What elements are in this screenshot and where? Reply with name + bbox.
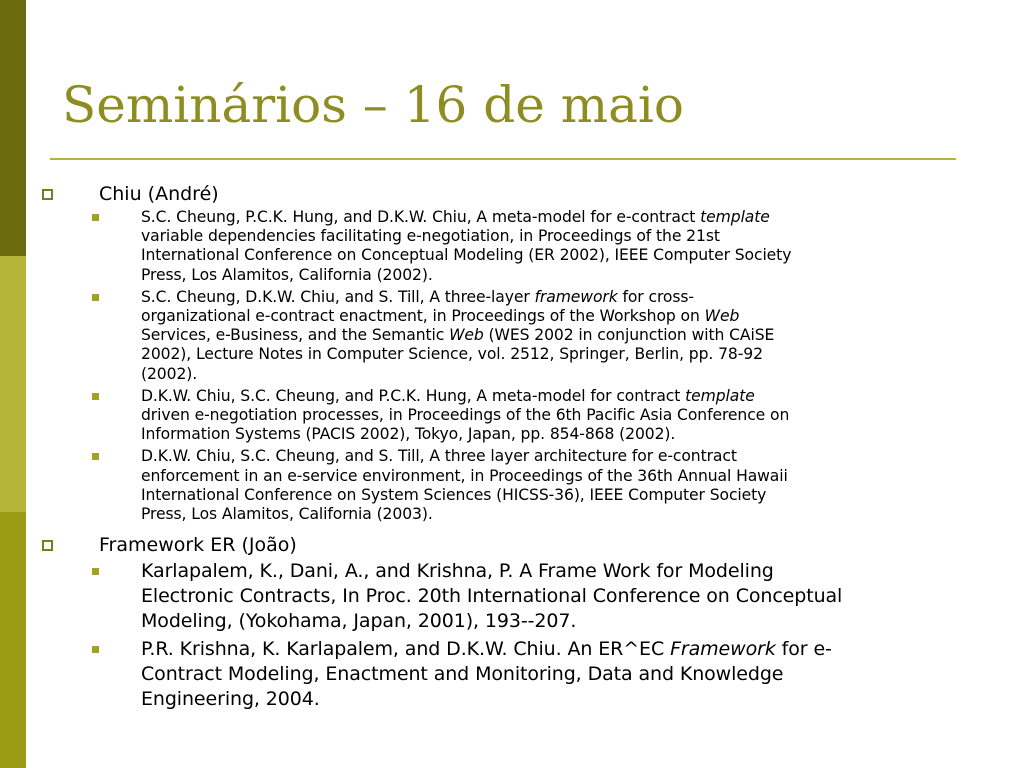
section-heading — [0, 533, 1024, 557]
hollow-square-bullet-icon — [42, 189, 53, 200]
reference-text: S.C. Cheung, P.C.K. Hung, and D.K.W. Chiu, A meta-model for e-contract template variable dependencies facilitating e-negotiation, in Proceedings of the 21st International Conference on Conceptual Modeling (ER 2002), IEEE Computer Society Press, Los Alamitos, California (2002). — [141, 208, 792, 284]
title-underline — [50, 158, 956, 160]
reference-text: D.K.W. Chiu, S.C. Cheung, and P.C.K. Hung, A meta-model for contract template driven e-negotiation processes, in Proceedings of the 6th Pacific Asia Conference on Information Systems (PACIS 2002), Tokyo, Japan, pp. 854-868 (2002). — [141, 386, 790, 444]
section-heading-text: Framework ER (João) — [99, 534, 297, 557]
section-heading-text: Chiu (André) — [99, 183, 219, 205]
square-bullet-icon — [92, 568, 99, 575]
slide-title: Seminários – 16 de maio — [62, 76, 685, 134]
reference-item — [0, 447, 1024, 524]
reference-text: P.R. Krishna, K. Karlapalem, and D.K.W. Chiu. An ER^EC Framework for e- Contract Modeling, Enactment and Monitoring, Data and Knowledge Engineering, 2004. — [141, 638, 832, 711]
reference-item — [0, 208, 1024, 285]
square-bullet-icon — [92, 646, 99, 653]
section-framework-er — [0, 533, 1024, 712]
reference-text: D.K.W. Chiu, S.C. Cheung, and S. Till, A three layer architecture for e-contract enforcement in an e-service environment, in Proceedings of the 36th Annual Hawaii International Conference on System Sciences (HICSS-36), IEEE Computer Society Press, Los Alamitos, California (2003). — [141, 447, 788, 524]
reference-text: Karlapalem, K., Dani, A., and Krishna, P. A Frame Work for Modeling Electronic Contracts, In Proc. 20th International Conference on Conceptual Modeling, (Yokohama, Japan, 2001), 193--207. — [141, 560, 843, 633]
square-bullet-icon — [92, 214, 99, 221]
hollow-square-bullet-icon — [42, 540, 53, 551]
slide-content — [0, 182, 1024, 715]
section-heading — [0, 182, 1024, 206]
square-bullet-icon — [92, 393, 99, 400]
reference-item — [0, 288, 1024, 384]
reference-item — [0, 559, 1024, 634]
square-bullet-icon — [92, 453, 99, 460]
section-chiu — [0, 182, 1024, 524]
reference-text: S.C. Cheung, D.K.W. Chiu, and S. Till, A three-layer framework for cross- organizational e-contract enactment, in Proceedings of the Workshop on Web Services, e-Business, and the Semantic Web (WES 2002 in conjunction with CAiSE 2002), Lecture Notes in Computer Science, vol. 2512, Springer, Berlin, pp. 78-92 (2002). — [141, 287, 775, 383]
square-bullet-icon — [92, 294, 99, 301]
reference-item — [0, 637, 1024, 712]
reference-item — [0, 387, 1024, 445]
